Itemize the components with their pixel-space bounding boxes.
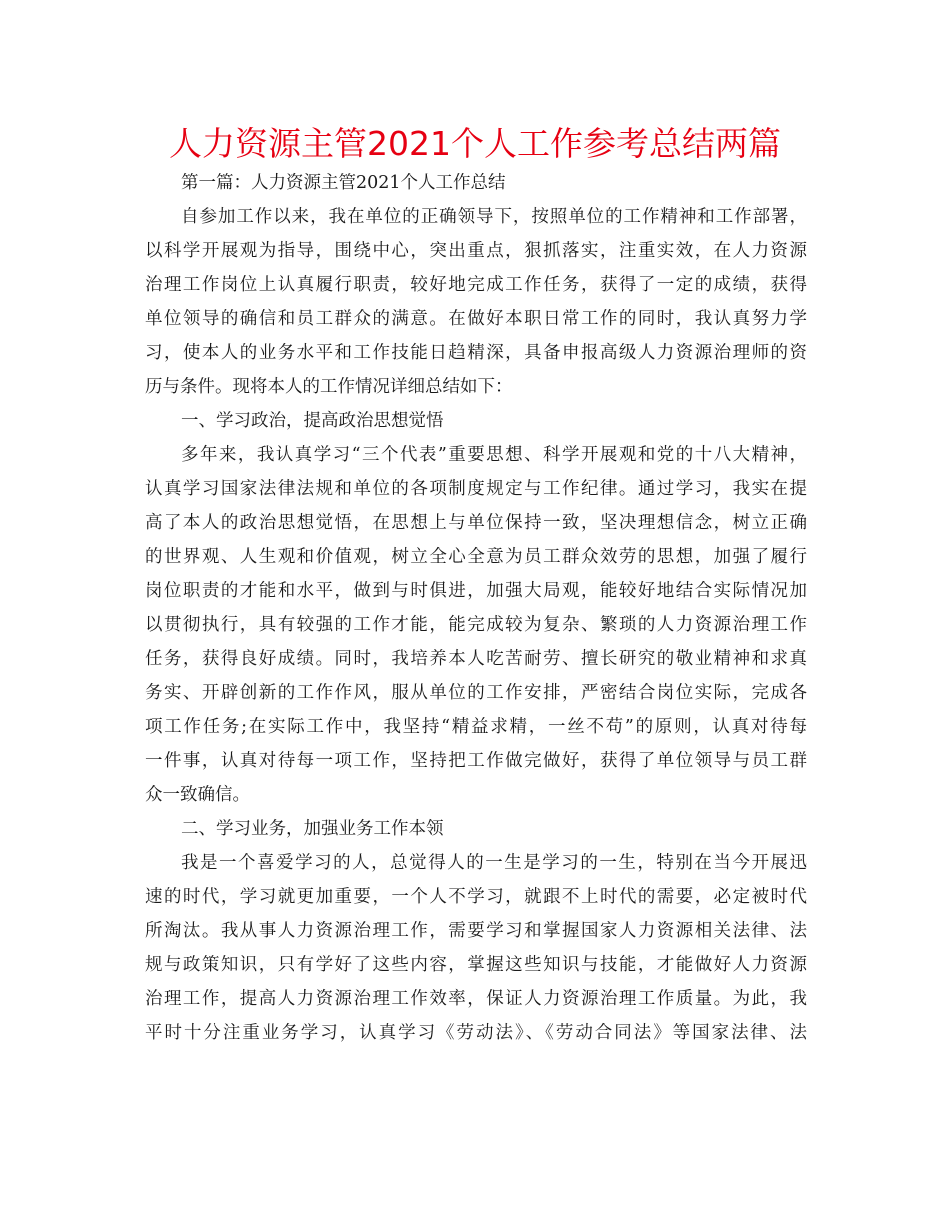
paragraph-line: 治理工作，提高人力资源治理工作效率，保证人力资源治理工作质量。为此，我	[145, 989, 807, 1009]
section-heading: 一、学习政治，提高政治思想觉悟	[181, 411, 444, 431]
paragraph-line: 以科学开展观为指导，围绕中心，突出重点，狠抓落实，注重实效，在人力资源	[145, 241, 807, 261]
paragraph-line: 高了本人的政治思想觉悟，在思想上与单位保持一致，坚决理想信念，树立正确	[145, 513, 807, 533]
paragraph-line: 项工作任务;在实际工作中，我坚持“精益求精，一丝不苟”的原则，认真对待每	[145, 717, 807, 737]
paragraph-line: 平时十分注重业务学习，认真学习《劳动法》、《劳动合同法》等国家法律、法	[145, 1023, 807, 1043]
paragraph-line: 习，使本人的业务水平和工作技能日趋精深，具备申报高级人力资源治理师的资	[145, 343, 807, 363]
paragraph-line: 认真学习国家法律法规和单位的各项制度规定与工作纪律。通过学习，我实在提	[145, 479, 807, 499]
paragraph-line: 岗位职责的才能和水平，做到与时俱进，加强大局观，能较好地结合实际情况加	[145, 581, 807, 601]
paragraph-line: 以贯彻执行，具有较强的工作才能，能完成较为复杂、繁琐的人力资源治理工作	[145, 615, 807, 635]
paragraph-line: 速的时代，学习就更加重要，一个人不学习，就跟不上时代的需要，必定被时代	[145, 887, 807, 907]
document-title: 人力资源主管2021个人工作参考总结两篇	[169, 124, 781, 163]
paragraph-line: 多年来，我认真学习“三个代表”重要思想、科学开展观和党的十八大精神，	[181, 445, 807, 465]
paragraph-line: 一件事，认真对待每一项工作，坚持把工作做完做好，获得了单位领导与员工群	[145, 751, 807, 771]
paragraph-line: 所淘汰。我从事人力资源治理工作，需要学习和掌握国家人力资源相关法律、法	[145, 921, 807, 941]
paragraph-line: 历与条件。现将本人的工作情况详细总结如下：	[145, 377, 513, 397]
paragraph-line: 的世界观、人生观和价值观，树立全心全意为员工群众效劳的思想，加强了履行	[145, 547, 807, 567]
document-body	[145, 166, 807, 1050]
section-heading: 二、学习业务，加强业务工作本领	[181, 819, 444, 839]
paragraph-line: 我是一个喜爱学习的人，总觉得人的一生是学习的一生，特别在当今开展迅	[181, 853, 807, 873]
paragraph-line: 务实、开辟创新的工作作风，服从单位的工作安排，严密结合岗位实际，完成各	[145, 683, 807, 703]
paragraph-line: 治理工作岗位上认真履行职责，较好地完成工作任务，获得了一定的成绩，获得	[145, 275, 807, 295]
section-subtitle: 第一篇：人力资源主管2021个人工作总结	[181, 173, 506, 193]
paragraph-line: 规与政策知识，只有学好了这些内容，掌握这些知识与技能，才能做好人力资源	[145, 955, 807, 975]
paragraph-line: 任务，获得良好成绩。同时，我培养本人吃苦耐劳、擅长研究的敬业精神和求真	[145, 649, 807, 669]
paragraph-line: 自参加工作以来，我在单位的正确领导下，按照单位的工作精神和工作部署，	[181, 207, 807, 227]
paragraph-line: 众一致确信。	[145, 785, 250, 805]
paragraph-line: 单位领导的确信和员工群众的满意。在做好本职日常工作的同时，我认真努力学	[145, 309, 807, 329]
